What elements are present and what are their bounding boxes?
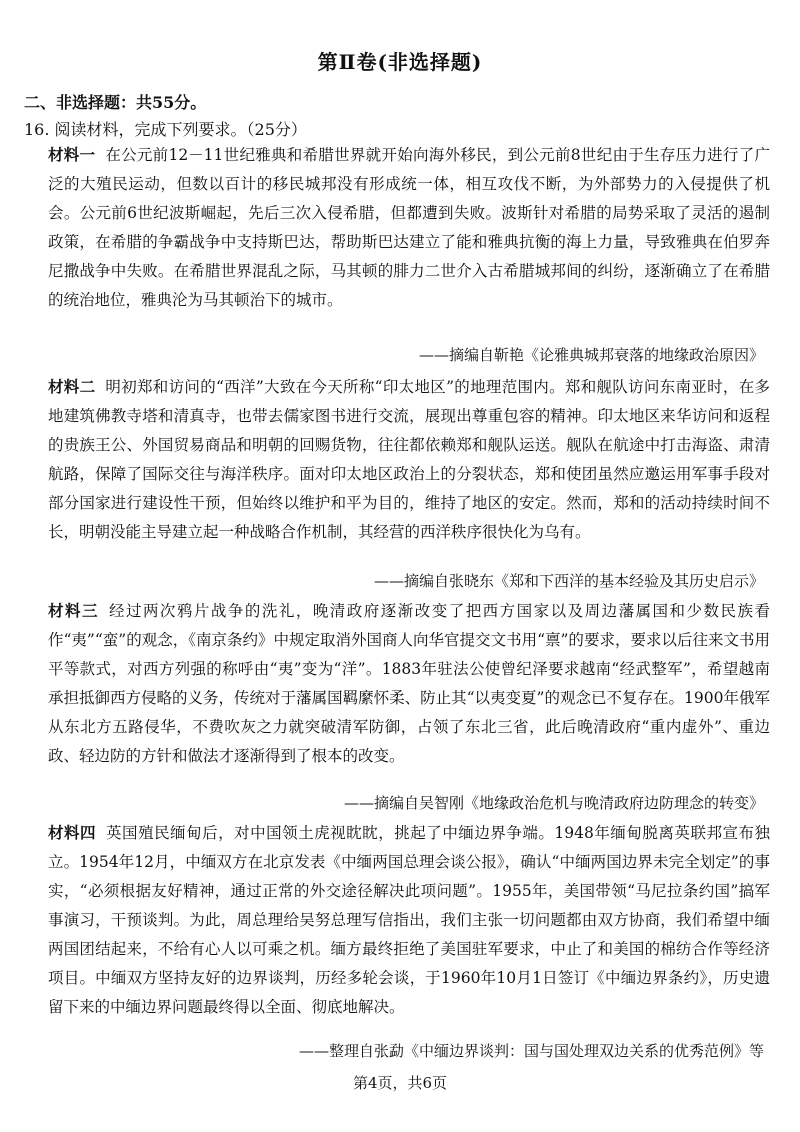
page-number: 第4页，共6页 (352, 1074, 448, 1092)
section-heading: 二、非选择题：共55分。 (24, 93, 207, 112)
material-3-text: 经过两次鸦片战争的洗礼，晚清政府逐渐改变了把西方国家以及周边藩属国和少数民族看作“夷”“蛮”的观念，《南京条约》中规定取消外国商人向华官提交文书用“禀”的要求，要求以后往来文书用平等款式，对西方列强的称呼由“夷”变为“洋”。1883年驻法公使曾纪泽要求越南“经武整军”，希望越南承担抵御西方侵略的义务，传统对于藩属国羁縻怀柔、防止其“以夷变夏”的观念已不复存在。1900年俄军从东北方五路侵华，不费吹灰之力就突破清军防御，占领了东北三省，此后晚清政府“重内虚外”、重边政、轻边防的方针和做法才逐渐得到了根本的改变。 (48, 602, 770, 765)
material-1-label: 材料一 (48, 145, 96, 164)
question-stem: 16. 阅读材料，完成下列要求。（25分） (24, 120, 307, 139)
material-3 (48, 596, 770, 771)
material-4 (48, 818, 770, 1022)
material-4-source: ——整理自张勐《中缅边界谈判：国与国处理双边关系的优秀范例》等 (298, 1042, 764, 1060)
material-3-label: 材料三 (48, 601, 99, 620)
material-2-text: 明初郑和访问的“西洋”大致在今天所称“印太地区”的地理范围内。郑和舰队访问东南亚时，在多地建筑佛教寺塔和清真寺，也带去儒家图书进行交流，展现出尊重包容的精神。印太地区来华访问和返程的贵族王公、外国贸易商品和明朝的回赐货物，往往都依赖郑和舰队运送。舰队在航途中打击海盗、肃清航路，保障了国际交往与海洋秩序。面对印太地区政治上的分裂状态，郑和使团虽然应邀运用军事手段对部分国家进行建设性干预，但始终以维护和平为目的，维持了地区的安定。然而，郑和的活动持续时间不长，明朝没能主导建立起一种战略合作机制，其经营的西洋秩序很快化为乌有。 (48, 378, 770, 541)
material-4-label: 材料四 (48, 823, 97, 842)
material-2-source: ——摘编自张晓东《郑和下西洋的基本经验及其历史启示》 (373, 572, 764, 590)
material-2-label: 材料二 (48, 377, 96, 396)
material-4-text: 英国殖民缅甸后，对中国领土虎视眈眈，挑起了中缅边界争端。1948年缅甸脱离英联邦宣布独立。1954年12月，中缅双方在北京发表《中缅两国总理会谈公报》，确认“中缅两国边界未完全划定”的事实，“必须根据友好精神，通过正常的外交途径解决此项问题”。1955年，美国带领“马尼拉条约国”搞军事演习，干预谈判。为此，周总理给吴努总理写信指出，我们主张一切问题都由双方协商，我们希望中缅两国团结起来，不给有心人以可乘之机。缅方最终拒绝了美国驻军要求，中止了和美国的棉纺合作等经济项目。中缅双方坚持友好的边界谈判，历经多轮会谈，于1960年10月1日签订《中缅边界条约》，历史遗留下来的中缅边界问题最终得以全面、彻底地解决。 (48, 824, 770, 1016)
material-3-source: ——摘编自吴智刚《地缘政治危机与晚清政府边防理念的转变》 (343, 794, 764, 812)
material-1 (48, 140, 770, 315)
material-1-source: ——摘编自靳艳《论雅典城邦衰落的地缘政治原因》 (418, 346, 764, 364)
material-2 (48, 372, 770, 547)
paper-title: 第Ⅱ卷(非选择题) (317, 50, 483, 74)
material-1-text: 在公元前12－11世纪雅典和希腊世界就开始向海外移民，到公元前8世纪由于生存压力进行了广泛的大殖民运动，但数以百计的移民城邦没有形成统一体，相互攻伐不断，为外部势力的入侵提供了机会。公元前6世纪波斯崛起，先后三次入侵希腊，但都遭到失败。波斯针对希腊的局势采取了灵活的遏制政策，在希腊的争霸战争中支持斯巴达，帮助斯巴达建立了能和雅典抗衡的海上力量，导致雅典在伯罗奔尼撒战争中失败。在希腊世界混乱之际，马其顿的腓力二世介入古希腊城邦间的纠纷，逐渐确立了在希腊的统治地位，雅典沦为马其顿治下的城市。 (48, 146, 770, 309)
